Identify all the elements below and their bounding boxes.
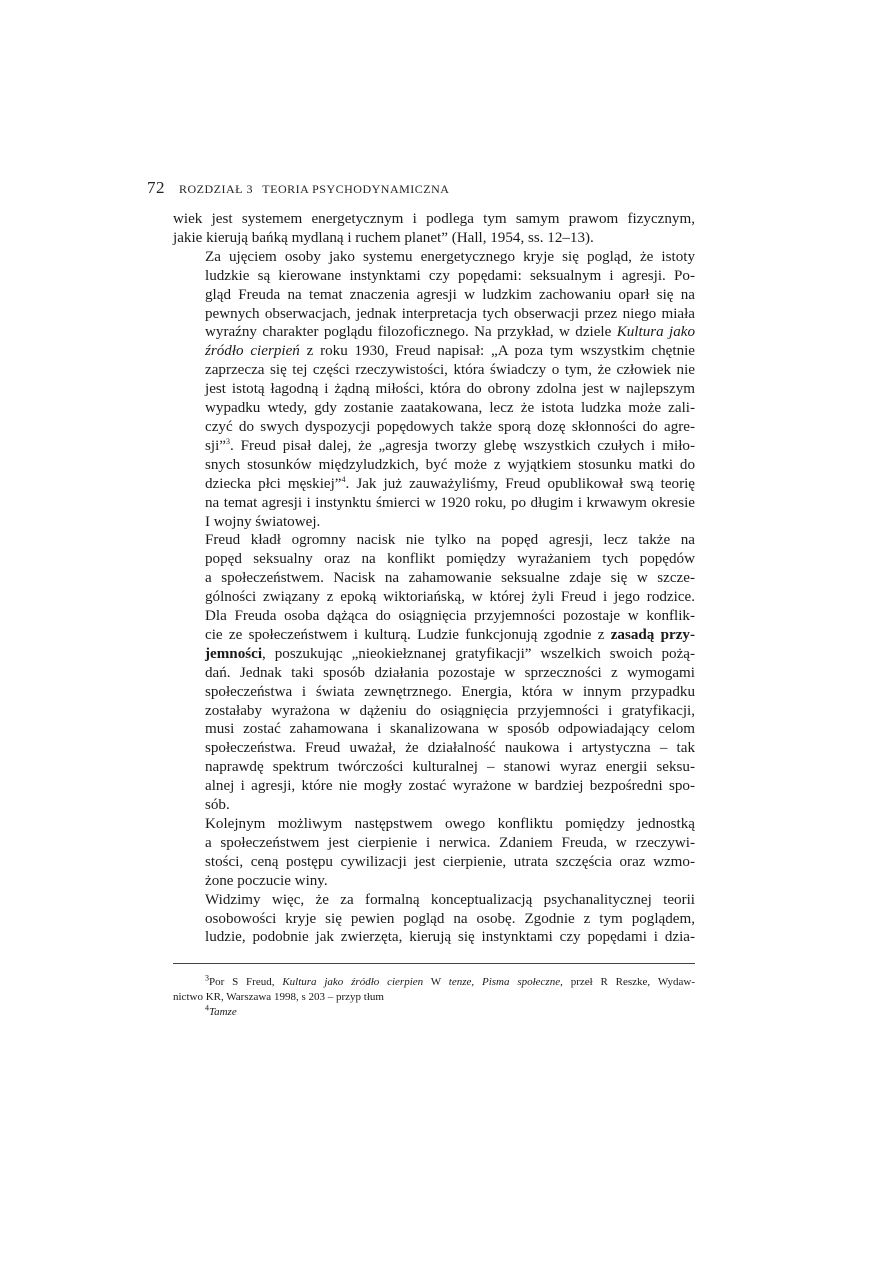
- text-line: snych stosunków międzyludzkich, być może z wyjątkiem stosunku matki do: [205, 456, 695, 473]
- text-run: ,: [471, 976, 482, 988]
- chapter-title: TEORIA PSYCHODYNAMICZNA: [262, 182, 450, 196]
- text-line: Widzimy więc, że za formalną konceptualizacją psychanalitycznej teorii: [205, 891, 695, 908]
- text-run: . Jak już zauważyliśmy, Freud opublikował swą teorię: [345, 475, 695, 492]
- text-line: jakie kierują bańką mydlaną i ruchem planet” (Hall, 1954, ss. 12–13).: [173, 229, 594, 246]
- text-line: żone poczucie winy.: [205, 872, 328, 889]
- page-number: 72: [147, 178, 165, 197]
- text-line: ludzie, podobnie jak zwierzęta, kierują się instynktami czy popędami i dzia-: [205, 929, 695, 946]
- footnote-3: [173, 975, 695, 1005]
- text-line: dań. Jednak taki sposób działania pozostaje w sprzeczności z wymogami: [205, 664, 695, 681]
- text-line: pewnych obserwacjach, jednak interpretacja tych obserwacji przez niego miała: [205, 305, 695, 322]
- footnote-number: 4: [205, 1003, 209, 1013]
- text-run: Por S Freud,: [209, 976, 283, 988]
- key-term: jemności: [205, 645, 263, 662]
- book-title: źródło cierpień: [205, 343, 300, 360]
- footnote-4: [173, 1005, 695, 1020]
- paragraph-2: [173, 248, 695, 532]
- text-line: I wojny światowej.: [205, 513, 321, 530]
- chapter-label: ROZDZIAŁ 3: [179, 182, 253, 196]
- key-term: zasadą przy-: [610, 626, 695, 643]
- text-line: czyć do swych dyspozycji popędowych także sporą dozę skłonności do agre-: [205, 418, 695, 435]
- text-line: a społeczeństwem. Nacisk na zahamowanie seksualne zdaje się w szcze-: [205, 570, 695, 587]
- text-run: tenze: [448, 976, 472, 988]
- text-line: osobowości kryje się pewien pogląd na osobę. Zgodnie z tym poglądem,: [205, 910, 695, 927]
- text-line: zostałaby wyrażona w dążeniu do osiągnięcia przyjemności i gratyfikacji,: [205, 702, 695, 719]
- book-title: Pisma społeczne: [482, 976, 561, 988]
- text-line: naprawdę spektrum twórczości kulturalnej – stanowi wyraz energii seksu-: [205, 759, 695, 776]
- footnote-ref[interactable]: 4: [341, 474, 346, 484]
- footnotes: [173, 975, 695, 1020]
- footnote-number: 3: [205, 973, 209, 983]
- text-line: [173, 475, 695, 494]
- footnote-line: [173, 975, 695, 990]
- text-line: Za ujęciem osoby jako systemu energetycznego kryje się pogląd, że istoty: [205, 248, 695, 265]
- text-line: Kolejnym możliwym następstwem owego konfliktu pomiędzy jednostką: [205, 816, 695, 832]
- text-line: a społeczeństwem jest cierpienie i nerwica. Zdaniem Freuda, w rzeczywi-: [205, 834, 695, 851]
- text-line: alnej i agresji, które nie mogły zostać wyrażone w bardziej bezpośredni spo-: [205, 778, 695, 795]
- footnote-ref[interactable]: 3: [225, 436, 230, 446]
- text-line: gląd Freuda na temat znaczenia agresji w ludzkim zachowaniu oparł się na: [205, 286, 695, 303]
- book-title: Kultura jako źródło cierpien: [282, 976, 424, 988]
- text-run: cie ze społeczeństwem i kulturą. Ludzie funkcjonują zgodnie z: [205, 626, 611, 643]
- text-line: społeczeństwa. Freud uważał, że działalność naukowa i artystyczna – tak: [205, 740, 695, 757]
- text-line: popęd seksualny oraz na konflikt pomiędzy wyrażaniem tych popędów: [205, 551, 695, 568]
- text-line: musi zostać zahamowana i skanalizowana w sposób odpowiadający celom: [205, 721, 695, 738]
- book-title: Kultura jako: [616, 324, 696, 341]
- text-run: . Freud pisał dalej, że „agresja tworzy glebę wszystkich czułych i miło-: [229, 437, 695, 454]
- text-run: dziecka płci męskiej”: [205, 475, 342, 492]
- text-run: , poszukując „nieokiełznanej gratyfikacji” wszelkich swoich pożą-: [262, 645, 695, 662]
- text-line: [173, 342, 695, 361]
- text-line: stości, ceną postępu cywilizacji jest cierpienie, utrata szczęścia oraz wzmo-: [205, 853, 695, 870]
- text-run: , przeł R Reszke, Wydaw-: [560, 976, 696, 988]
- paragraph-1: [173, 210, 695, 248]
- text-line: [173, 626, 695, 645]
- text-run: Tamze: [209, 1006, 237, 1018]
- text-run: wyraźny charakter poglądu filozoficznego. Na przykład, w dziele: [205, 324, 617, 341]
- text-line: wypadku wtedy, gdy zostanie zaatakowana, lecz że istota ludzka może zali-: [205, 400, 695, 417]
- text-line: ludzkie są kierowane instynktami czy popędami: seksualnym i agresji. Po-: [205, 267, 695, 284]
- text-run: W: [423, 976, 449, 988]
- running-header: [147, 178, 449, 198]
- paragraph-3: [173, 531, 695, 815]
- paragraph-4: [173, 815, 695, 891]
- text-line: [173, 645, 695, 664]
- text-line: na temat agresji i instynktu śmierci w 1920 roku, po długim i krwawym okresie: [205, 494, 695, 511]
- text-line: [173, 323, 695, 342]
- footnote-line: nictwo KR, Warszawa 1998, s 203 – przyp tłum: [173, 991, 384, 1003]
- text-line: Freud kładł ogromny nacisk nie tylko na popęd agresji, lecz także na: [205, 532, 695, 549]
- text-line: gólności związany z epoką wiktoriańską, w której żyli Freud i jego rodzice.: [205, 589, 695, 606]
- footnote-divider: [173, 963, 695, 964]
- body-text: [173, 210, 695, 947]
- text-run: z roku 1930, Freud napisał: „A poza tym wszystkim chętnie: [299, 343, 696, 360]
- paragraph-5: [173, 891, 695, 948]
- text-line: Dla Freuda osoba dążąca do osiągnięcia przyjemności pozostaje w konflik-: [205, 608, 695, 625]
- text-run: sji”: [205, 437, 226, 454]
- text-line: wiek jest systemem energetycznym i podlega tym samym prawom fizycznym,: [173, 211, 695, 227]
- text-line: [173, 437, 695, 456]
- text-line: społeczeństwa i świata zewnętrznego. Energia, która w innym przypadku: [205, 683, 695, 700]
- text-line: sób.: [205, 797, 230, 814]
- text-line: jest istotą łagodną i żądną miłości, która do obrony zdolna jest w najlepszym: [205, 381, 695, 398]
- text-line: zaprzecza się tej części rzeczywistości, która świadczy o tym, że człowiek nie: [205, 362, 695, 379]
